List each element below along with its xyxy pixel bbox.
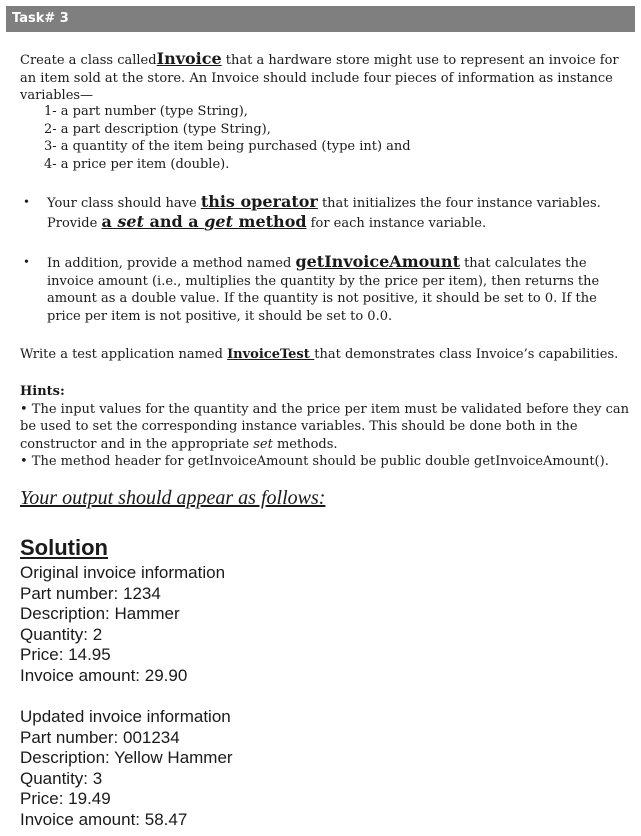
output-heading: Your output should appear as follows: xyxy=(20,487,326,509)
variable-item: 1- a part number (type String), xyxy=(44,104,248,119)
bullet2-text-b: that calculates the invoice amount (i.e., multiplies the quantity by the price per item), then returns the amount as a double value. If the quantity is not positive, it should be set to 0. If the price per item is not positive, it should be set to 0.0. xyxy=(47,256,600,324)
output-line: Part number: 1234 xyxy=(20,583,161,603)
set-word: set xyxy=(117,211,144,231)
solution-title: Solution xyxy=(20,535,108,560)
hints-title: Hints: xyxy=(20,384,65,399)
hint-method-header: • The method header for getInvoiceAmount should be public double getInvoiceAmount(). xyxy=(20,454,609,469)
bullet1-text-b: that initializes the four instance variables. xyxy=(317,196,601,211)
hint1-post: methods. xyxy=(272,436,338,452)
output-line: Invoice amount: 29.90 xyxy=(20,665,188,685)
updated-invoice-output xyxy=(20,707,620,830)
hint-validation xyxy=(20,401,630,454)
task-header xyxy=(6,6,635,32)
test-app-pre: Write a test application named xyxy=(20,347,228,362)
bullet-constructor xyxy=(47,193,627,232)
method-name-emphasis: getInvoiceAmount xyxy=(295,252,460,271)
intro-text-pre: Create a class called xyxy=(20,53,157,68)
class-name-invoice: Invoice xyxy=(156,49,222,68)
test-class-name: InvoiceTest xyxy=(227,347,315,362)
set-get-part-c: method xyxy=(232,211,307,231)
bullet-dot: • xyxy=(24,255,29,270)
test-app-post: that demonstrates class Invoice’s capabilities. xyxy=(314,347,619,362)
bullet1-text-a: Your class should have xyxy=(47,196,201,211)
output-line: Description: Yellow Hammer xyxy=(20,748,233,767)
task-title: Task# 3 xyxy=(12,11,69,26)
set-get-part-b: and a xyxy=(143,211,205,231)
hint1-set: set xyxy=(253,436,273,452)
original-invoice-output xyxy=(20,563,620,686)
bullet1-text-d: for each instance variable. xyxy=(306,215,487,231)
hint1-pre: • The input values for the quantity and the price per item must be validated before they can be used to set the corresponding instance variables. This should be done both in the constructor and in the appropriate xyxy=(20,401,629,452)
hints-section xyxy=(20,383,630,471)
bullet2-text-a: In addition, provide a method named xyxy=(47,256,296,271)
output-line: Quantity: 2 xyxy=(20,624,103,644)
instance-variable-list xyxy=(44,103,624,173)
set-get-part-a: a xyxy=(101,211,118,231)
output-line: Price: 14.95 xyxy=(20,645,111,664)
test-app-paragraph xyxy=(20,346,625,364)
intro-text-post: that a hardware store might use to represent an invoice for an item sold at the store. An Invoice should include four pieces of information as instance variables— xyxy=(20,53,619,103)
output-line: Original invoice information xyxy=(20,563,226,582)
intro-paragraph xyxy=(20,50,625,105)
variable-item: 4- a price per item (double). xyxy=(44,156,230,172)
set-get-emphasis xyxy=(101,212,306,231)
bullet-get-invoice-amount xyxy=(47,253,627,325)
output-line: Invoice amount: 58.47 xyxy=(20,809,188,829)
get-word: get xyxy=(204,211,233,231)
output-line: Description: Hammer xyxy=(20,604,180,623)
output-line: Quantity: 3 xyxy=(20,768,103,788)
variable-item: 2- a part description (type String), xyxy=(44,121,271,137)
variable-item: 3- a quantity of the item being purchased (type int) and xyxy=(44,139,411,154)
bullet1-text-c: Provide xyxy=(47,215,102,231)
this-operator-emphasis: this operator xyxy=(200,192,318,211)
bullet-dot: • xyxy=(24,195,29,210)
output-line: Updated invoice information xyxy=(20,707,231,726)
output-line: Part number: 001234 xyxy=(20,727,180,747)
output-line: Price: 19.49 xyxy=(20,789,111,808)
